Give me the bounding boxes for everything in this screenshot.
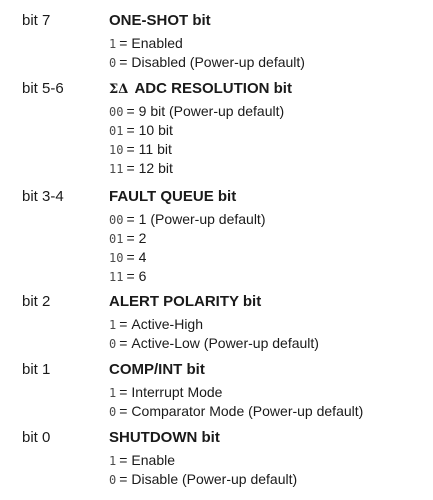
option-code: 0 <box>109 473 117 487</box>
option-item: 11 = 6 <box>109 268 147 284</box>
option-list <box>109 383 363 421</box>
option-text: Disabled (Power-up default) <box>131 54 305 70</box>
bit-label: bit 0 <box>22 429 51 446</box>
option-item: 0 = Disable (Power-up default) <box>109 471 298 487</box>
option-text: 4 <box>138 249 147 265</box>
field-title <box>109 80 292 99</box>
option-item: 1 = Enable <box>109 452 176 468</box>
option-code: 1 <box>109 386 117 400</box>
option-list <box>109 451 297 489</box>
option-code: 0 <box>109 405 117 419</box>
option-item: 11 = 12 bit <box>109 160 173 176</box>
option-item: 00 = 1 (Power-up default) <box>109 211 266 227</box>
field-title: COMP/INT bit <box>109 361 205 378</box>
field-title: SHUTDOWN bit <box>109 429 220 446</box>
field-title: ALERT POLARITY bit <box>109 293 262 310</box>
bit-label: bit 5-6 <box>22 80 64 97</box>
option-code: 1 <box>109 37 117 51</box>
option-code: 01 <box>109 124 124 138</box>
bit-label: bit 1 <box>22 361 51 378</box>
option-list <box>109 34 305 72</box>
option-code: 1 <box>109 318 117 332</box>
option-item: 00 = 9 bit (Power-up default) <box>109 103 285 119</box>
option-code: 0 <box>109 56 117 70</box>
field-title-text: ADC RESOLUTION bit <box>134 80 292 97</box>
option-list <box>109 210 265 286</box>
option-text: Active-High <box>131 316 204 332</box>
option-item: 01 = 2 <box>109 230 147 246</box>
option-code: 1 <box>109 454 117 468</box>
option-text: 9 bit (Power-up default) <box>138 103 285 119</box>
bit-label: bit 2 <box>22 293 51 310</box>
option-code: 00 <box>109 213 124 227</box>
option-text: 2 <box>138 230 147 246</box>
option-text: 11 bit <box>138 141 172 157</box>
option-code: 11 <box>109 270 124 284</box>
option-text: 1 (Power-up default) <box>138 211 266 227</box>
option-code: 11 <box>109 162 124 176</box>
option-code: 01 <box>109 232 124 246</box>
option-list <box>109 102 284 178</box>
option-text: Interrupt Mode <box>131 384 223 400</box>
option-item: 1 = Enabled <box>109 35 183 51</box>
option-text: 12 bit <box>138 160 173 176</box>
sigma-delta-symbol: ΣΔ <box>109 82 129 97</box>
bit-label: bit 7 <box>22 12 51 29</box>
field-title: FAULT QUEUE bit <box>109 188 237 205</box>
option-text: 10 bit <box>138 122 173 138</box>
option-text: Disable (Power-up default) <box>131 471 298 487</box>
option-item: 1 = Active-High <box>109 316 204 332</box>
option-text: Enabled <box>131 35 183 51</box>
field-title: ONE-SHOT bit <box>109 12 211 29</box>
option-text: Active-Low (Power-up default) <box>131 335 319 351</box>
option-item: 1 = Interrupt Mode <box>109 384 223 400</box>
option-code: 10 <box>109 251 124 265</box>
option-item: 0 = Comparator Mode (Power-up default) <box>109 403 364 419</box>
option-item: 10 = 11 bit <box>109 141 172 157</box>
option-code: 10 <box>109 143 124 157</box>
option-item: 10 = 4 <box>109 249 147 265</box>
option-code: 00 <box>109 105 124 119</box>
option-text: 6 <box>138 268 147 284</box>
option-code: 0 <box>109 337 117 351</box>
bit-label: bit 3-4 <box>22 188 64 205</box>
option-text: Enable <box>131 452 176 468</box>
option-item: 01 = 10 bit <box>109 122 173 138</box>
option-list <box>109 315 319 353</box>
option-text: Comparator Mode (Power-up default) <box>131 403 364 419</box>
option-item: 0 = Disabled (Power-up default) <box>109 54 305 70</box>
option-item: 0 = Active-Low (Power-up default) <box>109 335 319 351</box>
